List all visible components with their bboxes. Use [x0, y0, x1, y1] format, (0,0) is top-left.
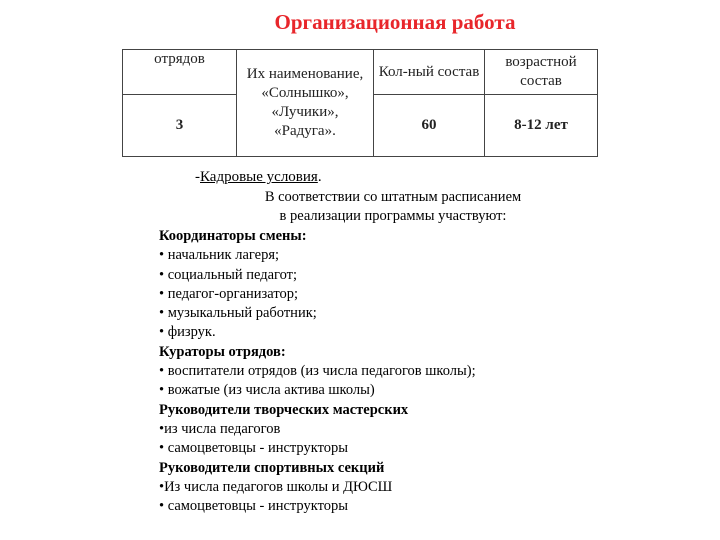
header-age: возрастной состав: [485, 50, 598, 95]
staff-conditions-heading: [195, 169, 322, 186]
group-heading-curators: Кураторы отрядов:: [159, 343, 286, 360]
header-count: Кол-ный состав: [374, 50, 485, 95]
list-item: • музыкальный работник;: [159, 305, 317, 322]
list-item: • вожатые (из числа актива школы): [159, 382, 375, 399]
group-heading-sports: Руководители спортивных секций: [159, 459, 385, 476]
heading-text: Кадровые условия: [200, 169, 318, 185]
name-solnyshko: «Солнышко»,: [261, 85, 349, 101]
staff-list: [159, 227, 476, 516]
header-names-cell: [237, 50, 374, 157]
cell-squad-count: 3: [123, 95, 237, 157]
intro-line-1: В соответствии со штатным расписанием: [264, 189, 522, 205]
group-heading-workshops: Руководители творческих мастерских: [159, 401, 409, 418]
staff-intro: [228, 188, 558, 226]
intro-line-2: в реализации программы участвуют:: [279, 208, 507, 224]
cell-members: 60: [374, 95, 485, 157]
header-names: Их наименование,: [246, 66, 364, 82]
heading-dash: -: [195, 169, 200, 185]
table-header-row: [123, 50, 598, 95]
page-title: Организационная работа: [274, 10, 516, 34]
list-item: •из числа педагогов: [159, 420, 281, 437]
list-item: • начальник лагеря;: [159, 247, 280, 264]
list-item: • воспитатели отрядов (из числа педагогов школы);: [159, 363, 476, 380]
list-item: • педагог-организатор;: [159, 285, 298, 302]
organization-table: [122, 49, 598, 157]
list-item: • самоцветовцы - инструкторы: [159, 440, 348, 457]
list-item: • самоцветовцы - инструкторы: [159, 498, 348, 515]
name-raduga: «Радуга».: [274, 123, 336, 139]
cell-age: 8-12 лет: [485, 95, 598, 157]
header-squads: отрядов: [123, 50, 237, 95]
list-item: • физрук.: [159, 324, 216, 341]
group-heading-coordinators: Координаторы смены:: [159, 228, 307, 244]
heading-period: .: [317, 169, 322, 185]
name-luchiki: «Лучики»,: [271, 104, 339, 120]
list-item: •Из числа педагогов школы и ДЮСШ: [159, 478, 393, 495]
list-item: • социальный педагот;: [159, 266, 298, 283]
